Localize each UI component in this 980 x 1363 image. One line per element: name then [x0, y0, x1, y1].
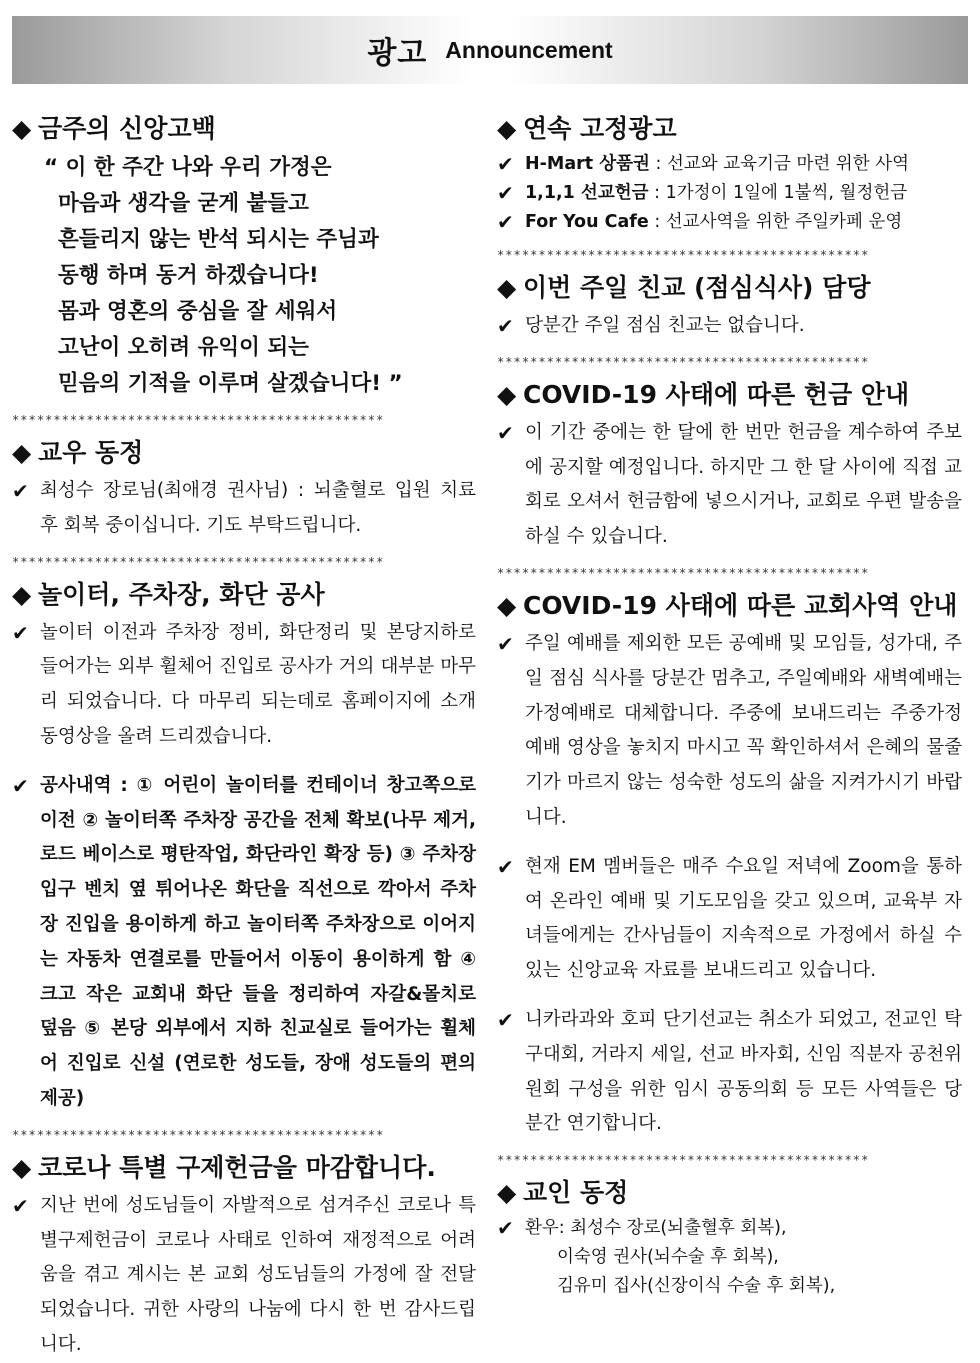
- confession-line: “ 이 한 주간 나와 우리 가정은: [44, 155, 332, 180]
- condolence-item: ✔ 최성수 장로님(최애경 권사님) : 뇌출혈로 입원 치료 후 회복 중이십니다. 기도 부탁드립니다.: [12, 474, 476, 544]
- separator: *********************************************: [497, 1154, 870, 1167]
- diamond-icon: ◆: [497, 379, 517, 409]
- check-icon: ✔: [497, 152, 514, 176]
- check-icon: ✔: [497, 210, 514, 234]
- fellowship-item: ✔ 당분간 주일 점심 친교는 없습니다.: [497, 309, 962, 344]
- member-news-item: ✔ 환우: 최성수 장로(뇌출혈후 회복),: [497, 1214, 962, 1243]
- check-icon: ✔: [497, 631, 514, 656]
- ministry-item: ✔ 니카라과와 호피 단기선교는 취소가 되었고, 전교인 탁구대회, 거라지 세일, 선교 바자회, 신임 직분자 공천위원회 구성을 위한 임시 공동의회 등 모든 사역들은 당분간 연기합니다.: [497, 1003, 962, 1142]
- separator: *********************************************: [497, 355, 870, 368]
- check-icon: ✔: [497, 181, 514, 205]
- fixed-ad-item: ✔ 1,1,1 선교헌금 : 1가정이 1일에 1불씩, 월정헌금: [497, 179, 962, 208]
- check-icon: ✔: [497, 1216, 514, 1241]
- check-icon: ✔: [12, 773, 29, 798]
- right-column: [497, 112, 962, 1301]
- separator: *********************************************: [12, 555, 385, 568]
- confession-line: 몸과 영혼의 중심을 잘 세워서: [58, 299, 338, 324]
- confession-heading: ◆ 금주의 신앙고백: [12, 112, 476, 146]
- member-news-line: 이숙영 권사(뇌수술 후 회복),: [557, 1247, 779, 1268]
- condolence-heading: ◆ 교우 동정: [12, 436, 476, 470]
- check-icon: ✔: [497, 314, 514, 338]
- check-icon: ✔: [497, 854, 514, 879]
- header-title-english: Announcement: [445, 36, 613, 63]
- diamond-icon: ◆: [12, 579, 32, 609]
- corona-relief-heading: ◆ 코로나 특별 구제헌금을 마감합니다.: [12, 1151, 476, 1185]
- diamond-icon: ◆: [497, 1178, 517, 1208]
- offering-item: ✔ 이 기간 중에는 한 달에 한 번만 헌금을 계수하여 주보에 공지할 예정입니다. 하지만 그 한 달 사이에 직접 교회로 오셔서 헌금함에 넣으시거나, 교회로 우편 발송을 하실 수 있습니다.: [497, 416, 962, 555]
- ministry-item: ✔ 현재 EM 멤버들은 매주 수요일 저녁에 Zoom을 통하여 온라인 예배 및 기도모임을 갖고 있으며, 교육부 자녀들에게는 간사님들이 지속적으로 가정에서 하실 수 있는 신앙교육 자료를 보내드리고 있습니다.: [497, 850, 962, 989]
- check-icon: ✔: [12, 620, 29, 645]
- fixed-ads-heading: ◆ 연속 고정광고: [497, 112, 962, 146]
- diamond-icon: ◆: [497, 114, 517, 143]
- check-icon: ✔: [497, 1007, 514, 1032]
- separator: *********************************************: [12, 414, 385, 426]
- check-icon: ✔: [497, 420, 514, 445]
- confession-line: 고난이 오히려 유익이 되는: [58, 335, 309, 360]
- left-column: [12, 112, 476, 1363]
- ministry-heading: ◆ COVID-19 사태에 따른 교회사역 안내: [497, 589, 962, 623]
- member-news-line: 김유미 집사(신장이식 수술 후 회복),: [557, 1276, 836, 1297]
- diamond-icon: ◆: [497, 273, 517, 302]
- separator: *********************************************: [12, 1128, 385, 1141]
- separator: *********************************************: [497, 249, 870, 261]
- construction-item: ✔ 놀이터 이전과 주차장 정비, 화단정리 및 본당지하로 들어가는 외부 휠체어 진입로 공사가 거의 대부분 마무리 되었습니다. 다 마무리 되는데로 홈페이지에 소개 동영상을 올려 드리겠습니다.: [12, 616, 476, 755]
- confession-line: 믿음의 기적을 이루며 살겠습니다! ”: [58, 371, 403, 396]
- diamond-icon: ◆: [12, 438, 32, 467]
- corona-relief-item: ✔ 지난 번에 성도님들이 자발적으로 섬겨주신 코로나 특별구제헌금이 코로나 사태로 인하여 재정적으로 어려움을 겪고 계시는 본 교회 성도님들의 가정에 잘 전달되었습니다. 귀한 사랑의 나눔에 다시 한 번 감사드립니다.: [12, 1189, 476, 1363]
- confession-text: [12, 150, 476, 402]
- diamond-icon: ◆: [12, 1152, 32, 1182]
- offering-heading: ◆ COVID-19 사태에 따른 헌금 안내: [497, 378, 962, 412]
- fellowship-heading: ◆ 이번 주일 친교 (점심식사) 담당: [497, 271, 962, 305]
- fixed-ad-item: ✔ H-Mart 상품권 : 선교와 교육기금 마련 위한 사역: [497, 150, 962, 179]
- member-news-heading: ◆ 교인 동정: [497, 1176, 962, 1210]
- construction-heading: ◆ 놀이터, 주차장, 화단 공사: [12, 578, 476, 612]
- page-header: [12, 16, 968, 84]
- check-icon: ✔: [12, 479, 29, 503]
- check-icon: ✔: [12, 1193, 29, 1218]
- separator: *********************************************: [497, 566, 870, 579]
- confession-line: 동행 하며 동거 하겠습니다!: [58, 263, 319, 288]
- fixed-ad-item: ✔ For You Cafe : 선교사역을 위한 주일카페 운영: [497, 208, 962, 237]
- diamond-icon: ◆: [497, 590, 517, 620]
- diamond-icon: ◆: [12, 114, 32, 143]
- construction-details: ✔ 공사내역 : ① 어린이 놀이터를 컨테이너 창고쪽으로 이전 ② 놀이터쪽 주차장 공간을 전체 확보(나무 제거, 로드 베이스로 평탄작업, 화단라인 확장 등) ③ 주차장 입구 벤치 옆 튀어나온 화단을 직선으로 깍아서 주차장 진입을 용이하게 하고 놀이터쪽 주차장으로 이어지는 자동차 연결로를 만들어서 이동이 용이하게 함 ④ 크고 작은 교회내 화단 들을 정리하여 자갈&몰치로 덮음 ⑤ 본당 외부에서 지하 친교실로 들어가는 휠체어 진입로 신설 (연로한 성도들, 장애 성도들의 편의 제공): [12, 769, 476, 1117]
- ministry-item: ✔ 주일 예배를 제외한 모든 공예배 및 모임들, 성가대, 주일 점심 식사를 당분간 멈추고, 주일예배와 새벽예배는 가정예배로 대체합니다. 주중에 보내드리는 주중가정예배 영상을 놓치지 마시고 꼭 확인하셔서 은혜의 물줄기가 마르지 않는 성숙한 성도의 삶을 지켜가시기 바랍니다.: [497, 627, 962, 836]
- confession-line: 흔들리지 않는 반석 되시는 주님과: [58, 227, 379, 252]
- header-title-korean: 광고: [367, 36, 428, 71]
- confession-line: 마음과 생각을 굳게 붙들고: [58, 191, 309, 216]
